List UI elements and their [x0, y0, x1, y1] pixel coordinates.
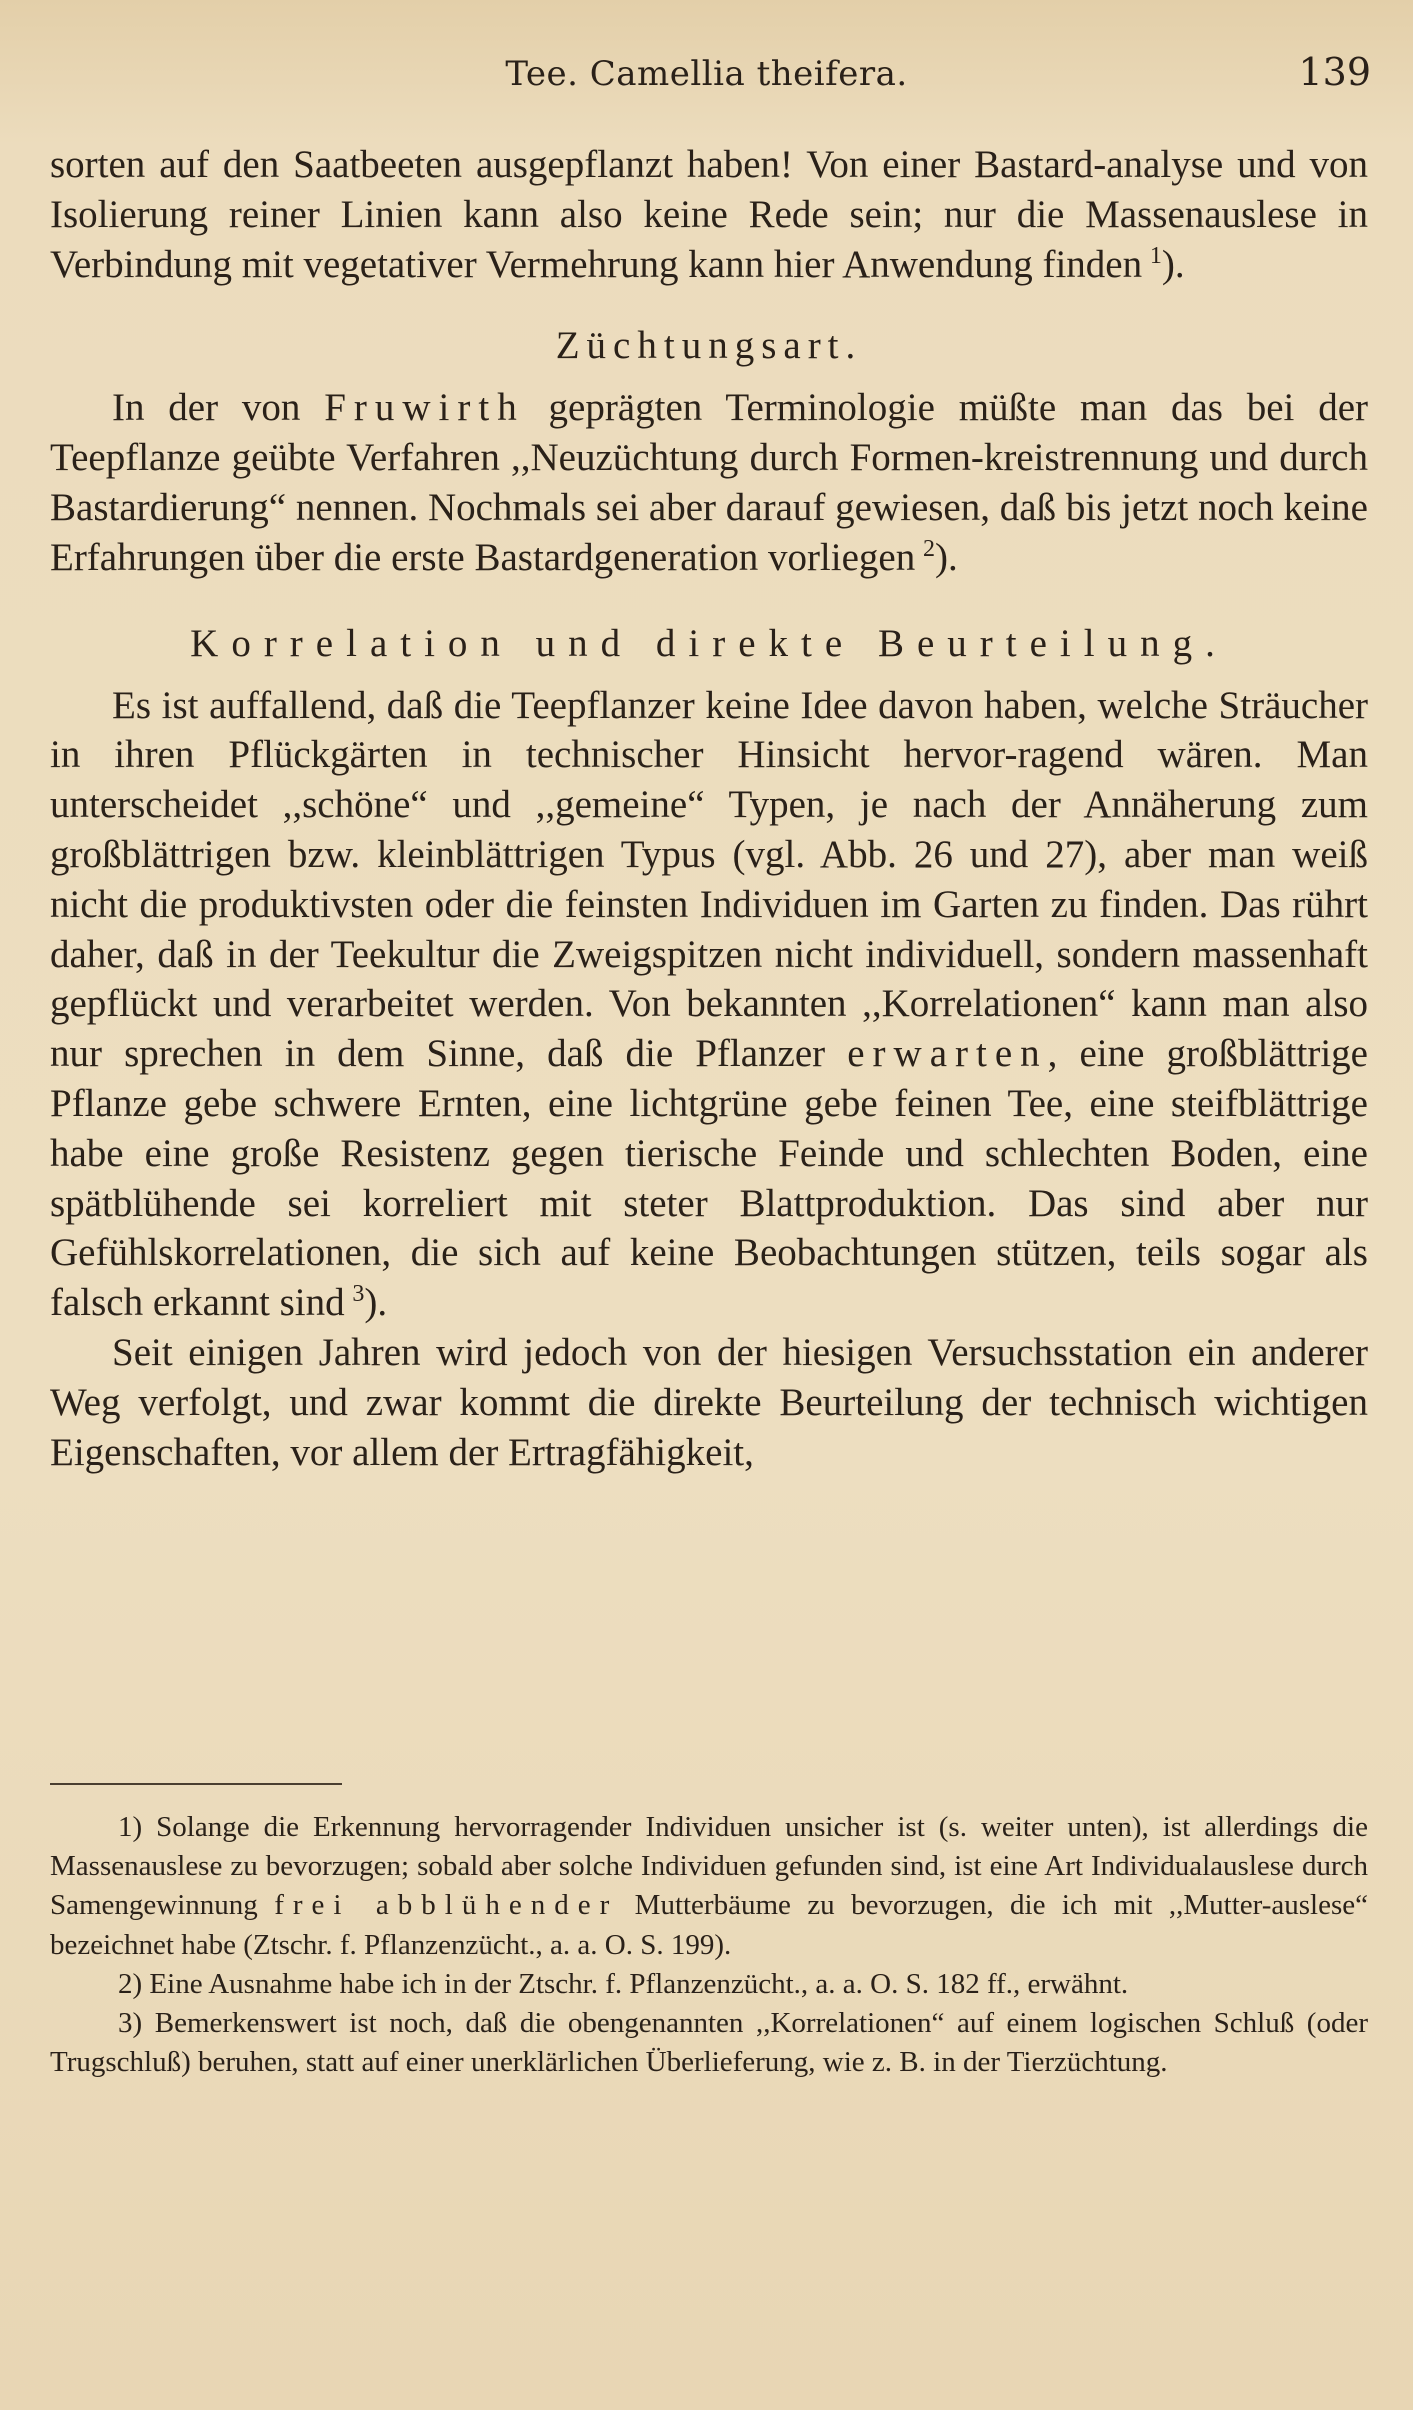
- paragraph-1: [50, 140, 1368, 289]
- footnote-1: [50, 1808, 1368, 1965]
- main-text: [50, 140, 1368, 1477]
- footnote-divider: [50, 1783, 342, 1785]
- footnote-1-spaced: frei abblühender: [274, 1889, 619, 1922]
- paragraph-2-text-b: geprägten Terminologie müßte man das bei der Teepflanze geübte Verfahren ,,Neuzüchtung durch Formen-kreistrennung und durch Bastardierung“ nennen. Nochmals sei aber darauf gewiesen, daß bis jetzt noch keine Erfahrungen über die erste Bastardgeneration vorliegen: [50, 386, 1368, 579]
- page-header: [0, 50, 1413, 110]
- footnote-3: [50, 2004, 1368, 2082]
- section-heading-korrelation: Korrelation und direkte Beurteilung.: [190, 621, 1228, 665]
- footnote-3-mark: 3): [118, 2007, 143, 2040]
- footnote-1-mark: 1): [118, 1811, 143, 1843]
- footnote-2-mark: 2): [118, 1967, 143, 2000]
- paragraph-3-text-a: Es ist auffallend, daß die Teepflanzer keine Idee davon haben, welche Sträucher in ihren Pflückgärten in technischer Hinsicht hervor-ragend wären. Man unterscheidet ,,schöne“ und ,,gemeine“ Typen, je nach der Annäherung zum großblättrigen bzw. kleinblättrigen Typus (vgl. Abb. 26 und 27), aber man weiß nicht die produktivsten oder die feinsten Individuen im Garten zu finden. Das rührt daher, daß in der Teekultur die Zweigspitzen nicht individuell, sondern massenhaft gepflückt und verarbeitet werden. Von bekannten ,,Korrelationen“ kann man also nur sprechen in dem Sinne, daß die Pflanzer: [50, 683, 1368, 1076]
- paragraph-2: [50, 383, 1368, 582]
- section-heading-zuechtungsart: Züchtungsart.: [555, 324, 863, 368]
- paragraph-1-tail: ).: [1161, 242, 1185, 286]
- footnotes: [50, 1808, 1368, 2082]
- paragraph-1-text: sorten auf den Saatbeeten ausgepflanzt haben! Von einer Bastard-analyse und von Isolierung reiner Linien kann also keine Rede sein; nur die Massenauslese in Verbindung mit vegetativer Vermehrung kann hier Anwendung finden: [50, 143, 1368, 286]
- footnote-3-text: Bemerkenswert ist noch, daß die obengenannten ,,Korrelationen“ auf einem logischen Schluß (oder Trugschluß) beruhen, statt auf einer unerklärlichen Überlieferung, wie z. B. in der Tierzüchtung.: [50, 2007, 1368, 2079]
- paragraph-2-tail: ).: [935, 535, 958, 579]
- paragraph-3: [50, 681, 1368, 1328]
- footnote-ref-1: 1: [1149, 242, 1162, 269]
- footnote-ref-2: 2: [923, 535, 936, 562]
- footnote-1-text-a: Solange die Erkennung hervorragender Individuen unsicher ist (s. weiter unten), ist allerdings die Massenauslese zu bevorzugen; sobald aber solche Individuen gefunden sind, ist eine Art Individualauslese durch Samengewinnung: [50, 1811, 1368, 1922]
- emphasis-spaced-erwarten: erwarten: [847, 1032, 1048, 1076]
- running-title: Tee. Camellia theifera.: [505, 54, 908, 94]
- author-name-spaced: Fruwirth: [324, 386, 525, 430]
- paragraph-4: Seit einigen Jahren wird jedoch von der hiesigen Versuchsstation ein anderer Weg verfolgt, und zwar kommt die direkte Beurteilung der technisch wichtigen Eigenschaften, vor allem der Ertragfähigkeit,: [50, 1330, 1368, 1474]
- page-number: 139: [1298, 50, 1371, 94]
- footnote-2: [50, 1965, 1368, 2004]
- footnote-2-text: Eine Ausnahme habe ich in der Ztschr. f. Pflanzenzücht., a. a. O. S. 182 ff., erwähnt.: [142, 1967, 1129, 2000]
- paragraph-3-tail: ).: [364, 1281, 388, 1325]
- paragraph-3-text-b: , eine großblättrige Pflanze gebe schwere Ernten, eine lichtgrüne gebe feinen Tee, eine steifblättrige habe eine große Resistenz gegen tierische Feinde und schlechten Boden, eine spätblühende sei korreliert mit steter Blattproduktion. Das sind aber nur Gefühlskorrelationen, die sich auf keine Beobachtungen stützen, teils sogar als falsch erkannt sind: [50, 1032, 1368, 1325]
- footnote-ref-3: 3: [352, 1281, 365, 1308]
- paragraph-2-text-a: In der von: [112, 386, 325, 430]
- footnote-1-text-b: Mutterbäume zu bevorzugen, die ich mit ,,Mutter-auslese“ bezeichnet habe (Ztschr. f. Pflanzenzücht., a. a. O. S. 199).: [50, 1889, 1368, 1961]
